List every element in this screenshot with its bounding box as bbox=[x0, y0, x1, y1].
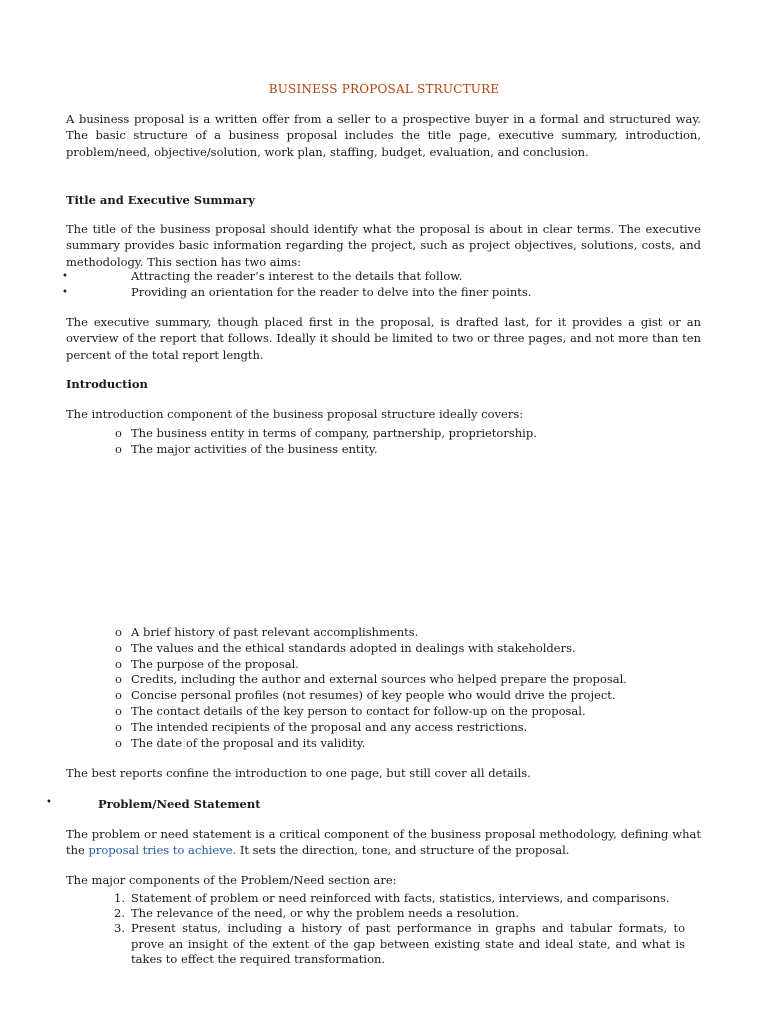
circle-bullet-icon: o bbox=[115, 441, 122, 456]
circle-bullet-icon: o bbox=[115, 688, 122, 703]
list-item bbox=[62, 269, 531, 285]
list-item bbox=[114, 906, 685, 921]
item-number: 1. bbox=[114, 891, 125, 905]
circle-bullet-icon: o bbox=[115, 719, 122, 734]
document-title: BUSINESS PROPOSAL STRUCTURE bbox=[268, 82, 500, 96]
list-item bbox=[115, 688, 627, 704]
item-text: The relevance of the need, or why the problem needs a resolution. bbox=[131, 906, 520, 921]
problem-text: It sets the direction, tone, and structure of the proposal. bbox=[236, 843, 570, 858]
executive-summary-paragraph: The title of the business proposal should identify what the proposal is about in clear terms. The executive summary provides basic information regarding the project, such as project objectives, solutions, costs, and methodology. This section has two aims: bbox=[66, 222, 701, 269]
item-text: The purpose of the proposal. bbox=[131, 656, 299, 671]
executive-summary-closing: The executive summary, though placed first in the proposal, is drafted last, for it provides a gist or an overview of the report that follows. Ideally it should be limited to two or three pages, and not more than ten percent of the total report length. bbox=[66, 315, 701, 362]
intro-paragraph: A business proposal is a written offer from a seller to a prospective buyer in a formal and structured way. The basic structure of a business proposal includes the title page, executive summary, introduction, problem/need, objective/solution, work plan, staffing, budget, evaluation, and conclusion. bbox=[66, 112, 701, 159]
bullet-icon: • bbox=[46, 797, 52, 808]
problem-lead: The major components of the Problem/Need section are: bbox=[66, 873, 397, 887]
item-text: The contact details of the key person to contact for follow-up on the proposal. bbox=[131, 703, 586, 718]
circle-bullet-icon: o bbox=[115, 672, 122, 687]
item-text: Concise personal profiles (not resumes) of key people who would drive the project. bbox=[131, 688, 616, 703]
introduction-closing: The best reports confine the introduction to one page, but still cover all details. bbox=[66, 766, 531, 780]
list-item bbox=[114, 891, 685, 906]
list-item bbox=[115, 720, 627, 736]
list-item bbox=[115, 641, 627, 657]
list-item bbox=[115, 657, 627, 673]
circle-bullet-icon: o bbox=[115, 703, 122, 718]
problem-paragraph bbox=[66, 826, 701, 859]
introduction-list-top bbox=[115, 426, 537, 458]
circle-bullet-icon: o bbox=[115, 426, 122, 440]
bullet-icon: • bbox=[62, 286, 68, 298]
item-text: A brief history of past relevant accomplishments. bbox=[131, 625, 419, 639]
item-text: Statement of problem or need reinforced with facts, statistics, interviews, and comparisons. bbox=[131, 891, 670, 905]
list-item bbox=[115, 426, 537, 442]
item-text: The major activities of the business entity. bbox=[131, 441, 378, 456]
problem-text: The problem or need statement is a critical component of the business proposal methodology, defining what the bbox=[66, 827, 701, 858]
heading-problem-need-statement: Problem/Need Statement bbox=[98, 797, 261, 811]
item-number: 2. bbox=[114, 906, 125, 921]
list-item bbox=[115, 442, 537, 458]
introduction-lead: The introduction component of the business proposal structure ideally covers: bbox=[66, 407, 524, 421]
list-item bbox=[115, 625, 627, 641]
item-text: The business entity in terms of company, partnership, proprietorship. bbox=[131, 426, 537, 440]
introduction-list-bottom bbox=[115, 625, 627, 751]
item-text: The intended recipients of the proposal and any access restrictions. bbox=[131, 719, 528, 734]
circle-bullet-icon: o bbox=[115, 625, 122, 639]
proposal-link[interactable]: proposal tries to achieve. bbox=[88, 843, 237, 858]
bullet-icon: • bbox=[62, 271, 68, 282]
item-text: Present status, including a history of past performance in graphs and tabular formats, to prove an insight of the extent of the gap between existing state and ideal state, and what is takes to effect the required transformation. bbox=[131, 921, 685, 966]
list-item bbox=[115, 704, 627, 720]
circle-bullet-icon: o bbox=[115, 656, 122, 671]
list-item bbox=[115, 736, 627, 752]
item-text: The date of the proposal and its validity. bbox=[131, 735, 366, 750]
aims-list bbox=[62, 269, 532, 301]
list-item bbox=[115, 672, 627, 688]
aim-text: Providing an orientation for the reader to delve into the finer points. bbox=[131, 284, 532, 299]
list-item bbox=[114, 921, 685, 967]
circle-bullet-icon: o bbox=[115, 735, 122, 750]
item-text: The values and the ethical standards adopted in dealings with stakeholders. bbox=[131, 640, 576, 655]
heading-title-executive-summary: Title and Executive Summary bbox=[66, 193, 255, 207]
list-item bbox=[62, 284, 532, 301]
circle-bullet-icon: o bbox=[115, 640, 122, 655]
item-text: Credits, including the author and external sources who helped prepare the proposal. bbox=[131, 672, 627, 687]
aim-text: Attracting the reader’s interest to the details that follow. bbox=[131, 269, 463, 283]
item-number: 3. bbox=[114, 921, 125, 936]
problem-components-list bbox=[114, 891, 685, 967]
heading-introduction: Introduction bbox=[66, 377, 148, 391]
